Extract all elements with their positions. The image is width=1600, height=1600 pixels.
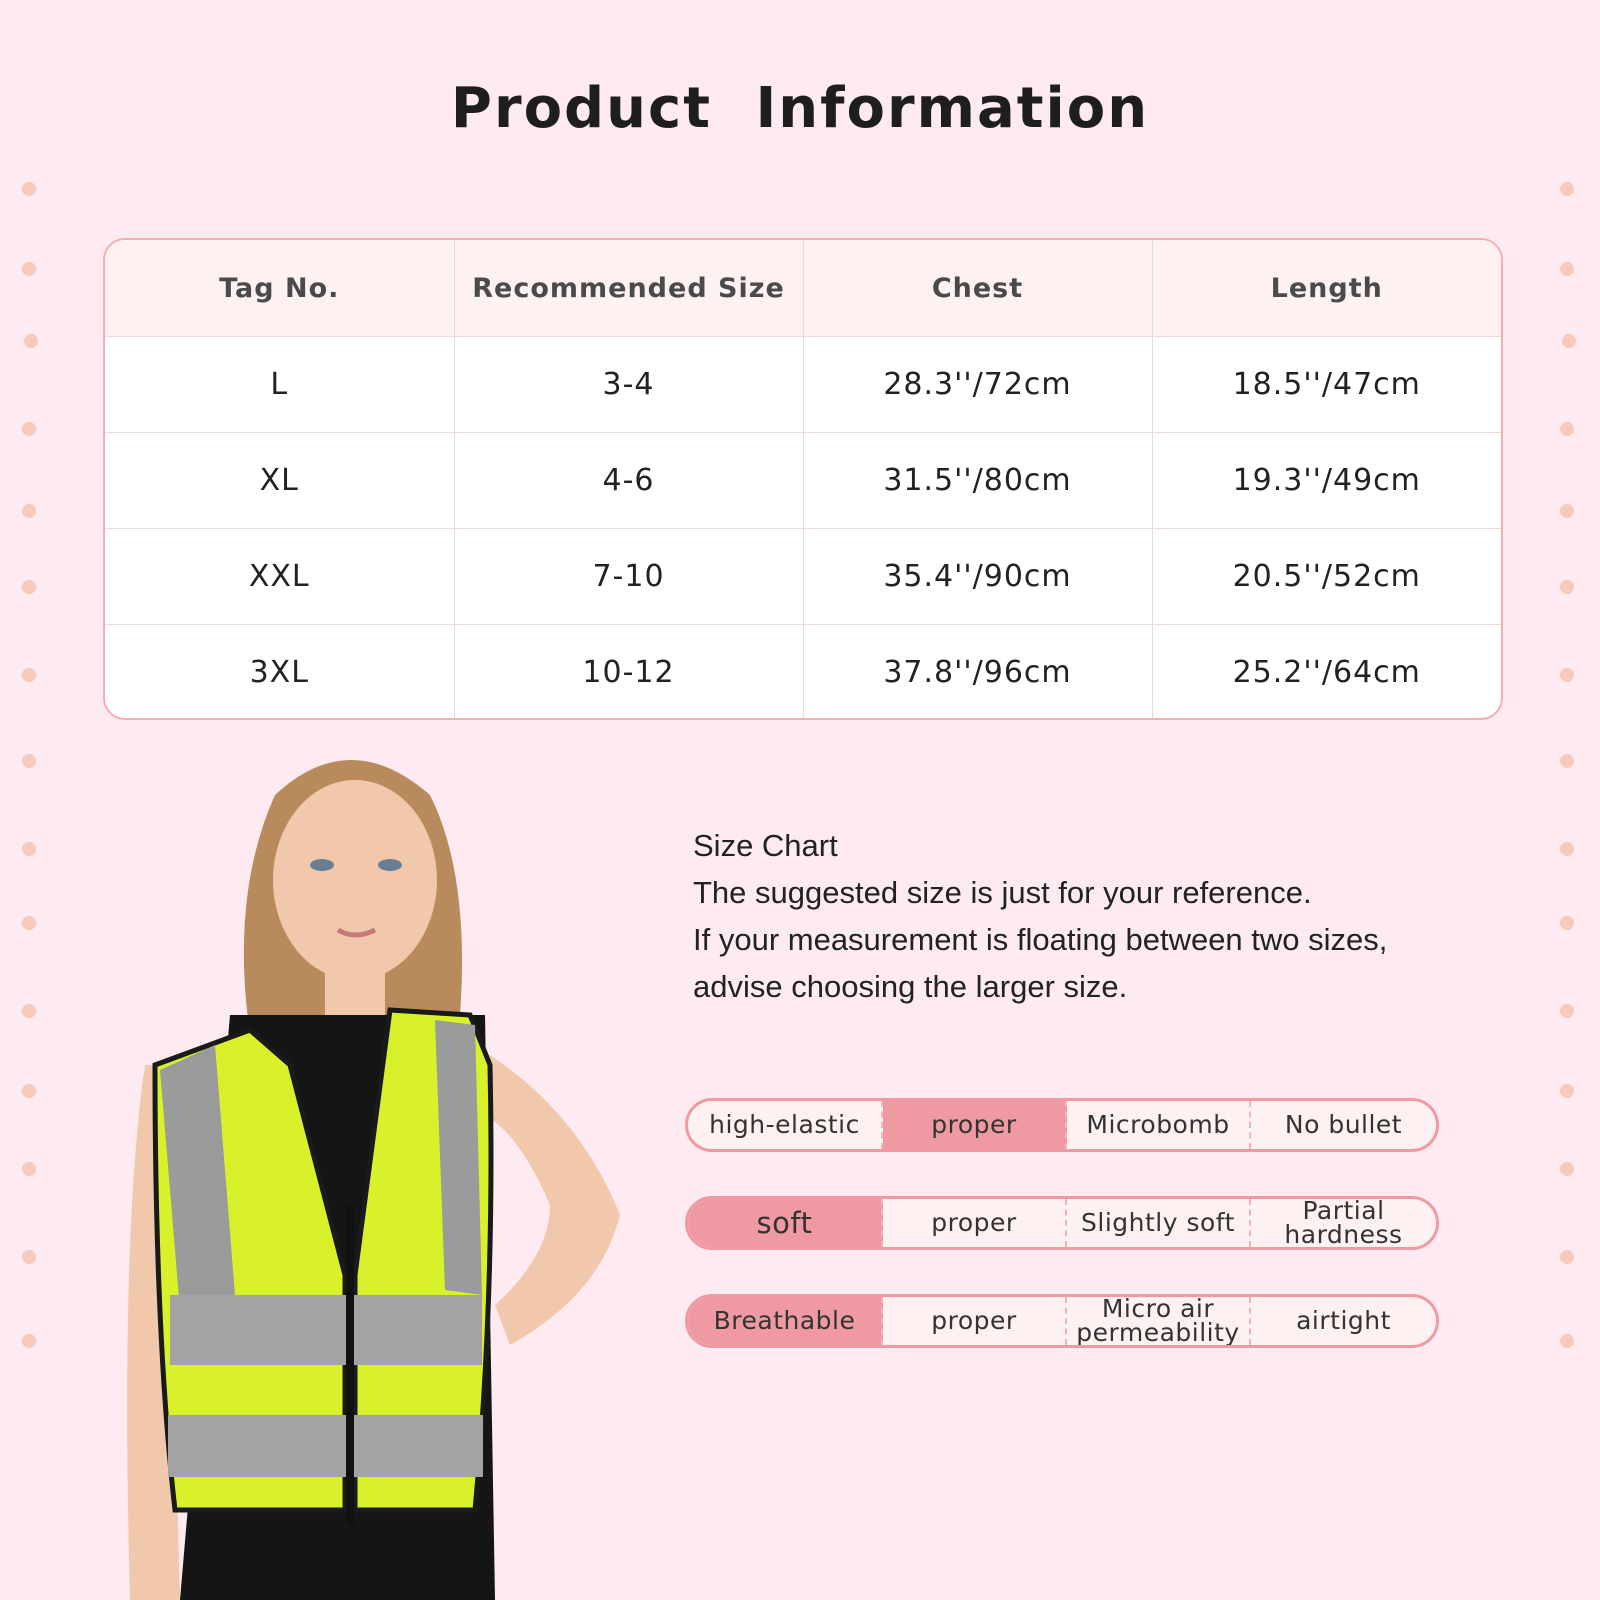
header-chest: Chest <box>803 240 1152 337</box>
decor-dot <box>22 1162 36 1176</box>
table-row <box>105 529 1501 625</box>
cell-tag: L <box>105 337 454 433</box>
scale-option: Slightly soft <box>1067 1199 1251 1247</box>
table-header-row <box>105 240 1501 337</box>
breathability-scale <box>685 1294 1439 1348</box>
decor-dot <box>1560 1004 1574 1018</box>
cell-chest: 31.5''/80cm <box>803 433 1152 529</box>
header-recommended-size: Recommended Size <box>454 240 803 337</box>
decor-dot <box>22 1084 36 1098</box>
arm-right <box>485 1055 620 1345</box>
cell-length: 19.3''/49cm <box>1152 433 1501 529</box>
eye <box>310 859 334 871</box>
decor-dot <box>1560 1084 1574 1098</box>
decor-dot <box>22 1004 36 1018</box>
decor-dot <box>1560 1250 1574 1264</box>
face <box>273 780 437 980</box>
decor-dot <box>22 422 36 436</box>
table-row <box>105 625 1501 721</box>
size-table <box>103 238 1503 720</box>
scale-option: high-elastic <box>688 1101 883 1149</box>
decor-dot <box>1560 754 1574 768</box>
cell-chest: 28.3''/72cm <box>803 337 1152 433</box>
decor-dot <box>1560 842 1574 856</box>
scale-option-selected: soft <box>688 1199 883 1247</box>
decor-dot <box>22 1334 36 1348</box>
reflective-band <box>170 1295 482 1365</box>
scale-option-selected: Breathable <box>688 1297 883 1345</box>
decor-dot <box>1560 1334 1574 1348</box>
decor-dot <box>1562 334 1576 348</box>
scale-option-selected: proper <box>883 1101 1067 1149</box>
decor-dot <box>1560 504 1574 518</box>
notes-line: The suggested size is just for your reference. <box>693 875 1312 910</box>
scale-option: airtight <box>1296 1306 1391 1335</box>
decor-dot <box>1560 262 1574 276</box>
softness-scale <box>685 1196 1439 1250</box>
scale-option: proper <box>883 1199 1067 1247</box>
cell-size: 10-12 <box>454 625 803 721</box>
decor-dot <box>1560 182 1574 196</box>
table-row <box>105 433 1501 529</box>
decor-dot <box>1560 580 1574 594</box>
neck <box>325 965 385 1015</box>
cell-chest: 37.8''/96cm <box>803 625 1152 721</box>
decor-dot <box>22 182 36 196</box>
scale-option: No bullet <box>1284 1110 1403 1139</box>
cell-chest: 35.4''/90cm <box>803 529 1152 625</box>
decor-dot <box>22 754 36 768</box>
product-photo <box>100 735 660 1600</box>
decor-dot <box>22 262 36 276</box>
cell-size: 3-4 <box>454 337 803 433</box>
header-tag-no: Tag No. <box>105 240 454 337</box>
decor-dot <box>22 842 36 856</box>
cell-length: 25.2''/64cm <box>1232 655 1421 690</box>
decor-dot <box>22 580 36 594</box>
notes-heading: Size Chart <box>693 828 838 863</box>
decor-dot <box>1560 916 1574 930</box>
decor-dot <box>24 334 38 348</box>
notes-line: advise choosing the larger size. <box>693 969 1128 1004</box>
cell-tag: XXL <box>105 529 454 625</box>
scale-option: proper <box>883 1297 1067 1345</box>
decor-dot <box>22 1250 36 1264</box>
cell-tag: 3XL <box>105 625 454 721</box>
scale-option: Partial hardness <box>1284 1196 1403 1249</box>
cell-size: 7-10 <box>454 529 803 625</box>
size-table-grid <box>105 240 1501 720</box>
eye <box>378 859 402 871</box>
cell-length: 18.5''/47cm <box>1152 337 1501 433</box>
cell-length: 20.5''/52cm <box>1152 529 1501 625</box>
header-length: Length <box>1152 240 1501 337</box>
page-title: Product Information <box>450 76 1150 141</box>
scale-option: Microbomb <box>1067 1101 1251 1149</box>
decor-dot <box>22 668 36 682</box>
reflective-band <box>168 1415 483 1477</box>
table-row <box>105 337 1501 433</box>
notes-line: If your measurement is floating between two sizes, <box>693 922 1388 957</box>
scale-option: Micro air permeability <box>1067 1297 1251 1345</box>
elasticity-scale <box>685 1098 1439 1152</box>
decor-dot <box>1560 668 1574 682</box>
cell-size: 4-6 <box>454 433 803 529</box>
size-notes <box>693 822 1553 1010</box>
cell-tag: XL <box>105 433 454 529</box>
decor-dot <box>22 916 36 930</box>
decor-dot <box>1560 1162 1574 1176</box>
decor-dot <box>22 504 36 518</box>
decor-dot <box>1560 422 1574 436</box>
